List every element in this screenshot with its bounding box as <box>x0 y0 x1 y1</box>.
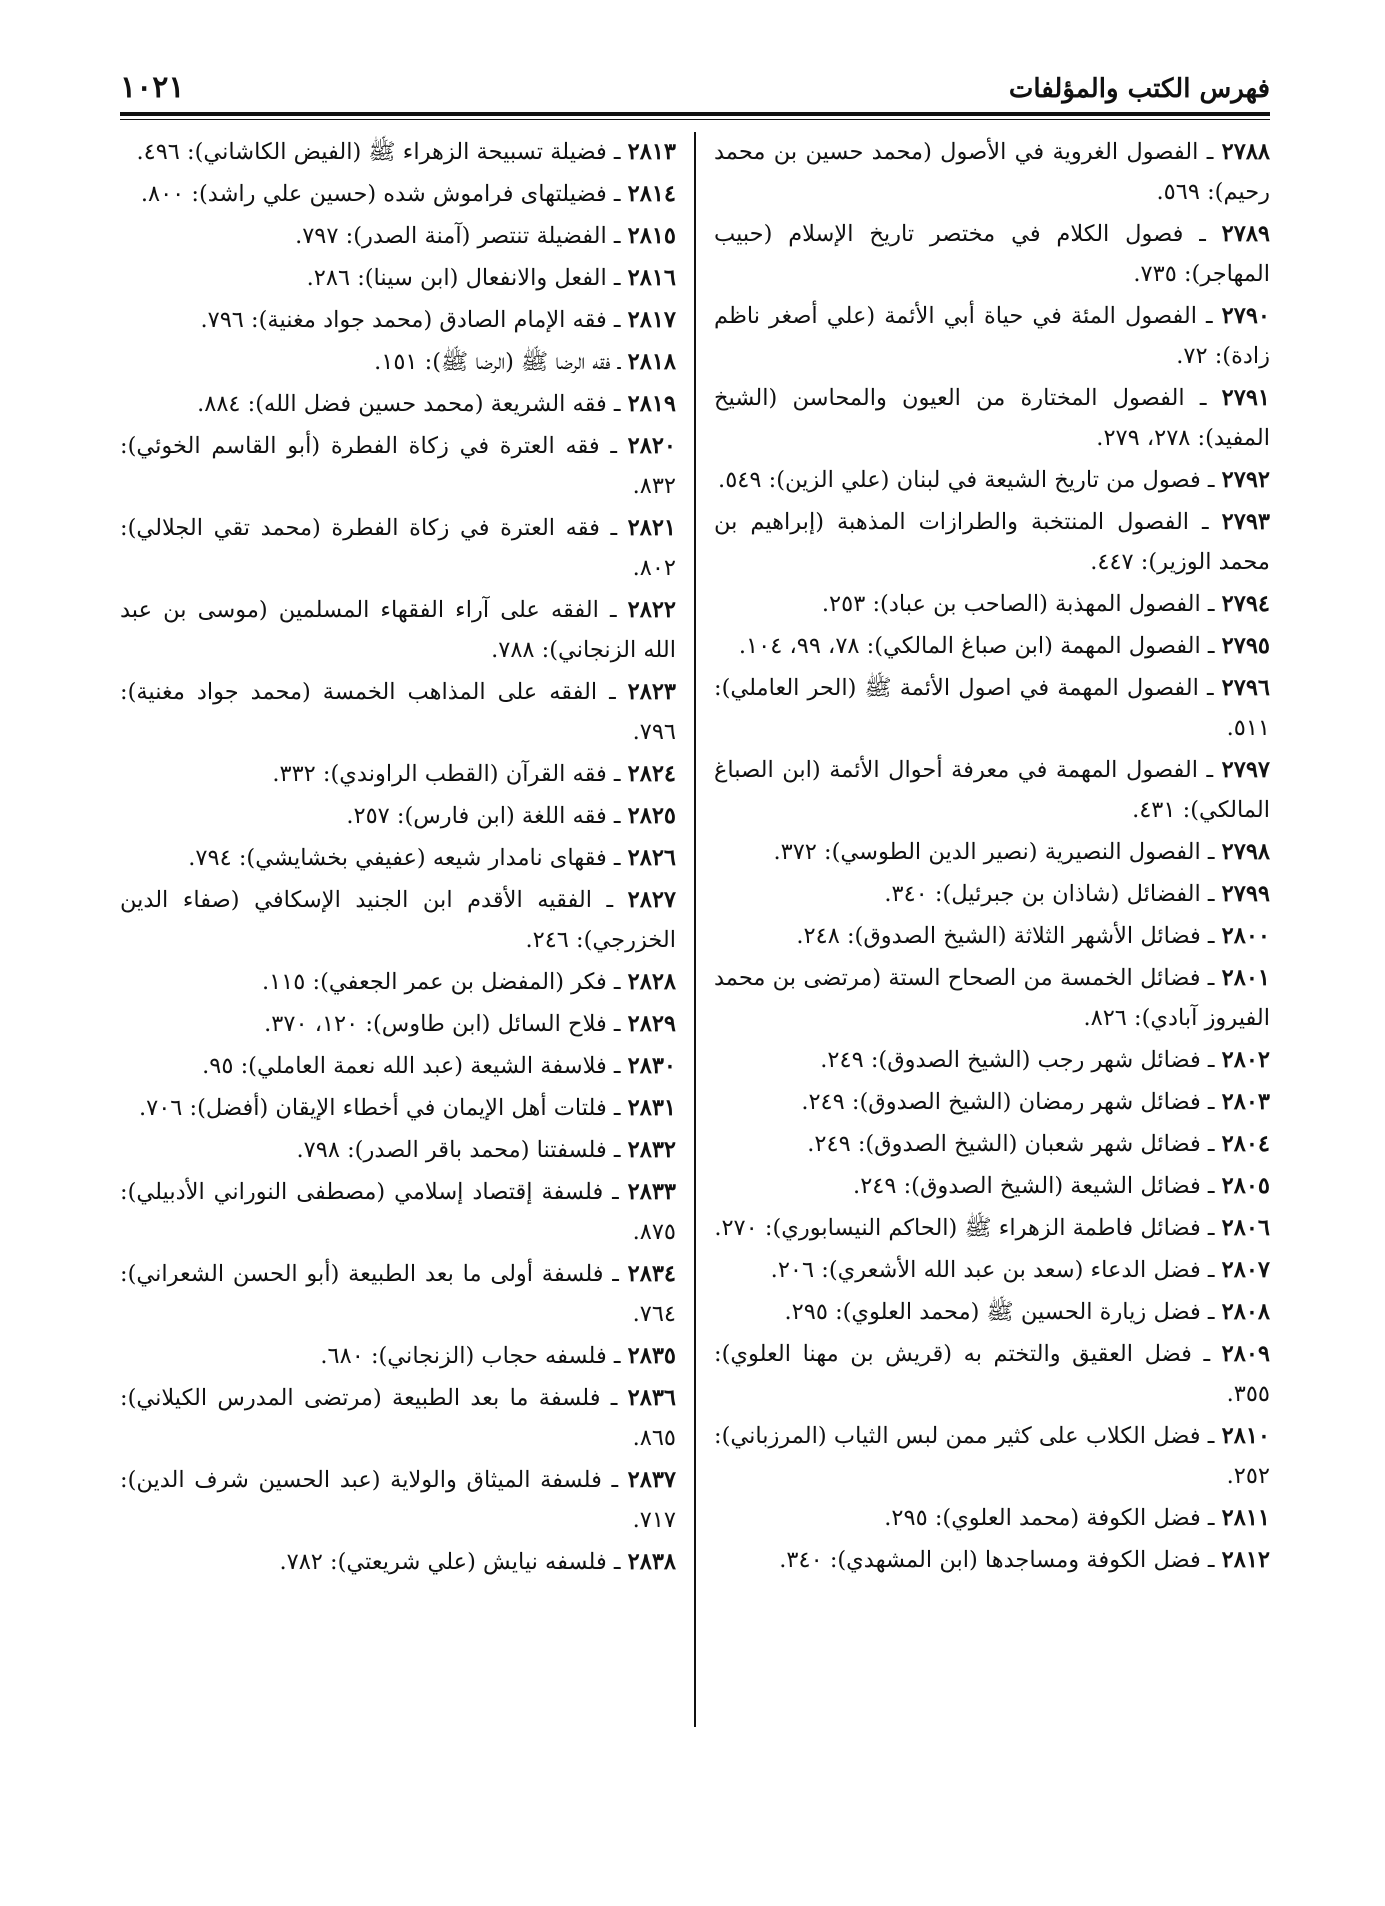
entry-number: ٢٨٠٥ <box>1221 1173 1270 1199</box>
index-entry <box>714 1334 1270 1414</box>
entry-text: ـ فقه العترة في زكاة الفطرة (أبو القاسم الخوئي): ٨٣٢. <box>120 433 676 499</box>
entry-text: ـ الفعل والانفعال (ابن سينا): ٢٨٦. <box>306 265 628 291</box>
entry-number: ٢٧٩٠ <box>1221 303 1270 329</box>
entry-number: ٢٨٠٤ <box>1221 1131 1270 1157</box>
index-entry <box>120 1088 676 1128</box>
index-entry <box>120 1460 676 1540</box>
entry-text: ـ فلاسفة الشيعة (عبد الله نعمة العاملي): ٩٥. <box>202 1053 628 1079</box>
entry-number: ٢٧٩٢ <box>1221 467 1270 493</box>
entry-number: ٢٨٣١ <box>627 1095 676 1121</box>
index-entry <box>714 874 1270 914</box>
entry-number: ٢٨٣٢ <box>627 1137 676 1163</box>
entry-number: ٢٨٢٠ <box>627 433 676 459</box>
entry-text: ـ فقه الشريعة (محمد حسين فضل الله): ٨٨٤. <box>197 391 628 417</box>
entry-text: ـ الفقه على آراء الفقهاء المسلمين (موسى بن عبد الله الزنجاني): ٧٨٨. <box>120 597 676 663</box>
entry-text: ـ فلسفة ما بعد الطبيعة (مرتضى المدرس الكيلاني): ٨٦٥. <box>120 1385 676 1451</box>
entry-text: ـ فضيلتهای فراموش شده (حسين علي راشد): ٨٠٠. <box>140 181 628 207</box>
entry-text: ـ الفصول المهذبة (الصاحب بن عباد): ٢٥٣. <box>821 591 1222 617</box>
entry-text: ـ فكر (المفضل بن عمر الجعفي): ١١٥. <box>261 969 628 995</box>
index-entry <box>714 296 1270 376</box>
entry-text: ـ الفصول المئة في حياة أبي الأئمة (علي أصغر ناظم زادة): ٧٢. <box>714 303 1270 369</box>
index-entry <box>714 1416 1270 1496</box>
index-columns <box>120 132 1270 1732</box>
entry-text: ـ فضل الكوفة (محمد العلوي): ٢٩٥. <box>884 1505 1222 1531</box>
entry-number: ٢٧٨٨ <box>1221 139 1270 165</box>
entry-number: ٢٨٢١ <box>627 515 676 541</box>
index-entry <box>714 378 1270 458</box>
entry-number: ٢٨٠٧ <box>1221 1257 1270 1283</box>
index-entry <box>120 1378 676 1458</box>
index-entry <box>714 916 1270 956</box>
entry-text: ـ فضائل الأشهر الثلاثة (الشيخ الصدوق): ٢٤٨. <box>796 923 1222 949</box>
page-header <box>120 70 1270 110</box>
entry-text: ـ فقهاى نامدار شيعه (عفيفي بخشايشي): ٧٩٤. <box>188 845 628 871</box>
index-entry <box>714 750 1270 830</box>
entry-number: ٢٧٩٣ <box>1221 509 1270 535</box>
index-entry <box>714 502 1270 582</box>
entry-number: ٢٧٩٥ <box>1221 633 1270 659</box>
entry-number: ٢٨٢٢ <box>627 597 676 623</box>
entry-number: ٢٨١٤ <box>627 181 676 207</box>
entry-text: ـ فلسفة إقتصاد إسلامي (مصطفى النوراني الأدبيلي): ٨٧٥. <box>120 1179 676 1245</box>
entry-number: ٢٧٩١ <box>1221 385 1270 411</box>
index-entry <box>120 1046 676 1086</box>
index-entry <box>714 584 1270 624</box>
index-entry <box>120 1172 676 1252</box>
entry-number: ٢٨٢٨ <box>627 969 676 995</box>
entry-text: ـ فضائل شهر رمضان (الشيخ الصدوق): ٢٤٩. <box>801 1089 1222 1115</box>
index-entry <box>120 838 676 878</box>
entry-text: ـ فضل الكوفة ومساجدها (ابن المشهدي): ٣٤٠. <box>779 1547 1222 1573</box>
index-entry <box>120 962 676 1002</box>
entry-number: ٢٨١٧ <box>627 307 676 333</box>
entry-number: ٢٧٩٧ <box>1221 757 1270 783</box>
entry-number: ٢٨١١ <box>1221 1505 1270 1531</box>
entry-text: ـ الفضيلة تنتصر (آمنة الصدر): ٧٩٧. <box>295 223 628 249</box>
entry-number: ٢٨٠٨ <box>1221 1299 1270 1325</box>
entry-number: ٢٨٣٨ <box>627 1549 676 1575</box>
entry-number: ٢٧٩٩ <box>1221 881 1270 907</box>
entry-number: ٢٨٣٣ <box>627 1179 676 1205</box>
entry-number: ٢٨٠١ <box>1221 965 1270 991</box>
running-title: فهرس الكتب والمؤلفات <box>1008 74 1270 104</box>
entry-number: ٢٨١٩ <box>627 391 676 417</box>
index-entry <box>714 1208 1270 1248</box>
entry-text: ـ فصول من تاريخ الشيعة في لبنان (علي الزين): ٥٤٩. <box>718 467 1222 493</box>
index-entry <box>714 1250 1270 1290</box>
entry-text: ـ الفقيه الأقدم ابن الجنيد الإسكافي (صفاء الدين الخزرجي): ٢٤٦. <box>120 887 676 953</box>
entry-number: ٢٨١٢ <box>1221 1547 1270 1573</box>
entry-text: ـ فقه الرضا ﷺ (الرضا ﷺ): ١٥١. <box>374 349 628 375</box>
entry-text: ـ فضائل الخمسة من الصحاح الستة (مرتضى بن محمد الفيروز آبادي): ٨٢٦. <box>714 965 1270 1031</box>
index-entry <box>714 626 1270 666</box>
index-entry <box>120 300 676 340</box>
entry-text: ـ فلسفة الميثاق والولاية (عبد الحسين شرف الدين): ٧١٧. <box>120 1467 676 1533</box>
entry-text: ـ الفضائل (شاذان بن جبرئيل): ٣٤٠. <box>884 881 1222 907</box>
index-entry <box>714 1082 1270 1122</box>
left-column <box>120 132 676 1584</box>
column-divider <box>694 132 696 1727</box>
header-rule <box>120 112 1270 116</box>
entry-number: ٢٧٩٦ <box>1221 675 1270 701</box>
entry-text: ـ فقه العترة في زكاة الفطرة (محمد تقي الجلالي): ٨٠٢. <box>120 515 676 581</box>
index-entry <box>714 460 1270 500</box>
header-rule-thin <box>120 119 1270 120</box>
index-entry <box>714 1124 1270 1164</box>
entry-text: ـ فقه القرآن (القطب الراوندي): ٣٣٢. <box>272 761 628 787</box>
entry-number: ٢٨٢٩ <box>627 1011 676 1037</box>
entry-text: ـ فضل الكلاب على كثير ممن لبس الثياب (المرزباني): ٢٥٢. <box>714 1423 1270 1489</box>
index-entry <box>120 258 676 298</box>
entry-number: ٢٨١٥ <box>627 223 676 249</box>
entry-number: ٢٧٨٩ <box>1221 221 1270 247</box>
index-entry <box>120 1130 676 1170</box>
index-entry <box>120 132 676 172</box>
entry-text: ـ الفصول المهمة في اصول الأئمة ﷺ (الحر العاملي): ٥١١. <box>714 675 1270 741</box>
entry-text: ـ الفصول المهمة في معرفة أحوال الأئمة (ابن الصباغ المالكي): ٤٣١. <box>714 757 1270 823</box>
entry-text: ـ فضائل الشيعة (الشيخ الصدوق): ٢٤٩. <box>853 1173 1222 1199</box>
entry-text: ـ الفصول المختارة من العيون والمحاسن (الشيخ المفيد): ٢٧٨، ٢٧٩. <box>714 385 1270 451</box>
entry-text: ـ فضائل فاطمة الزهراء ﷺ (الحاكم النيسابوري): ٢٧٠. <box>714 1215 1222 1241</box>
entry-text: ـ فقه اللغة (ابن فارس): ٢٥٧. <box>346 803 628 829</box>
entry-number: ٢٨٢٦ <box>627 845 676 871</box>
entry-text: ـ فلسفة أولى ما بعد الطبيعة (أبو الحسن الشعراني): ٧٦٤. <box>120 1261 676 1327</box>
index-entry <box>120 1004 676 1044</box>
entry-text: ـ الفصول النصيرية (نصير الدين الطوسي): ٣٧٢. <box>773 839 1222 865</box>
entry-text: ـ فلتات أهل الإيمان في أخطاء الإيقان (أفضل): ٧٠٦. <box>138 1095 628 1121</box>
entry-number: ٢٨٣٦ <box>627 1385 676 1411</box>
index-entry <box>714 1498 1270 1538</box>
entry-number: ٢٨٢٧ <box>627 887 676 913</box>
entry-number: ٢٨٢٤ <box>627 761 676 787</box>
index-entry <box>714 958 1270 1038</box>
entry-number: ٢٧٩٨ <box>1221 839 1270 865</box>
entry-number: ٢٨١٠ <box>1221 1423 1270 1449</box>
index-entry <box>120 796 676 836</box>
entry-text: ـ الفصول الغروية في الأصول (محمد حسين بن محمد رحيم): ٥٦٩. <box>714 139 1270 205</box>
page-number: ١٠٢١ <box>120 70 185 105</box>
index-entry <box>120 880 676 960</box>
index-entry <box>714 214 1270 294</box>
entry-number: ٢٨١٣ <box>627 139 676 165</box>
entry-text: ـ فضائل شهر شعبان (الشيخ الصدوق): ٢٤٩. <box>807 1131 1222 1157</box>
index-entry <box>120 426 676 506</box>
index-entry <box>120 590 676 670</box>
entry-number: ٢٨٣٧ <box>627 1467 676 1493</box>
entry-text: ـ فلسفه نيايش (علي شريعتي): ٧٨٢. <box>279 1549 628 1575</box>
index-entry <box>714 1166 1270 1206</box>
index-entry <box>120 672 676 752</box>
index-entry <box>714 668 1270 748</box>
entry-text: ـ فضيلة تسبيحة الزهراء ﷺ (الفيض الكاشاني): ٤٩٦. <box>136 139 628 165</box>
index-entry <box>120 342 676 382</box>
entry-number: ٢٨٣٤ <box>627 1261 676 1287</box>
entry-text: ـ الفقه على المذاهب الخمسة (محمد جواد مغنية): ٧٩٦. <box>120 679 676 745</box>
index-entry <box>120 508 676 588</box>
entry-text: ـ فضل الدعاء (سعد بن عبد الله الأشعري): ٢٠٦. <box>770 1257 1222 1283</box>
entry-text: ـ فضل العقيق والتختم به (قريش بن مهنا العلوي): ٣٥٥. <box>714 1341 1270 1407</box>
entry-number: ٢٨٠٩ <box>1221 1341 1270 1367</box>
entry-number: ٢٨٢٣ <box>627 679 676 705</box>
index-entry <box>714 1040 1270 1080</box>
entry-number: ٢٨٠٠ <box>1221 923 1270 949</box>
entry-number: ٢٨١٨ <box>627 349 676 375</box>
index-entry <box>120 754 676 794</box>
entry-text: ـ فصول الكلام في مختصر تاريخ الإسلام (حبيب المهاجر): ٧٣٥. <box>714 221 1270 287</box>
index-entry <box>120 384 676 424</box>
entry-text: ـ فضائل شهر رجب (الشيخ الصدوق): ٢٤٩. <box>820 1047 1222 1073</box>
index-entry <box>714 1292 1270 1332</box>
entry-text: ـ فلسفتنا (محمد باقر الصدر): ٧٩٨. <box>296 1137 628 1163</box>
entry-text: ـ الفصول المهمة (ابن صباغ المالكي): ٧٨، ٩٩، ١٠٤. <box>738 633 1222 659</box>
entry-number: ٢٨٠٦ <box>1221 1215 1270 1241</box>
entry-number: ٢٨١٦ <box>627 265 676 291</box>
entry-text: ـ فلاح السائل (ابن طاوس): ١٢٠، ٣٧٠. <box>264 1011 628 1037</box>
index-entry <box>714 1540 1270 1580</box>
entry-text: ـ فقه الإمام الصادق (محمد جواد مغنية): ٧٩٦. <box>200 307 628 333</box>
entry-number: ٢٨٣٠ <box>627 1053 676 1079</box>
index-entry <box>714 832 1270 872</box>
index-entry <box>714 132 1270 212</box>
index-entry <box>120 174 676 214</box>
index-entry <box>120 216 676 256</box>
index-entry <box>120 1254 676 1334</box>
entry-number: ٢٨٠٢ <box>1221 1047 1270 1073</box>
index-entry <box>120 1542 676 1582</box>
entry-text: ـ الفصول المنتخبة والطرازات المذهبة (إبراهيم بن محمد الوزير): ٤٤٧. <box>714 509 1270 575</box>
entry-number: ٢٨٠٣ <box>1221 1089 1270 1115</box>
entry-text: ـ فلسفه حجاب (الزنجاني): ٦٨٠. <box>320 1343 628 1369</box>
index-entry <box>120 1336 676 1376</box>
right-column <box>714 132 1270 1582</box>
entry-text: ـ فضل زيارة الحسين ﷺ (محمد العلوي): ٢٩٥. <box>784 1299 1222 1325</box>
entry-number: ٢٨٢٥ <box>627 803 676 829</box>
entry-number: ٢٨٣٥ <box>627 1343 676 1369</box>
entry-number: ٢٧٩٤ <box>1221 591 1270 617</box>
